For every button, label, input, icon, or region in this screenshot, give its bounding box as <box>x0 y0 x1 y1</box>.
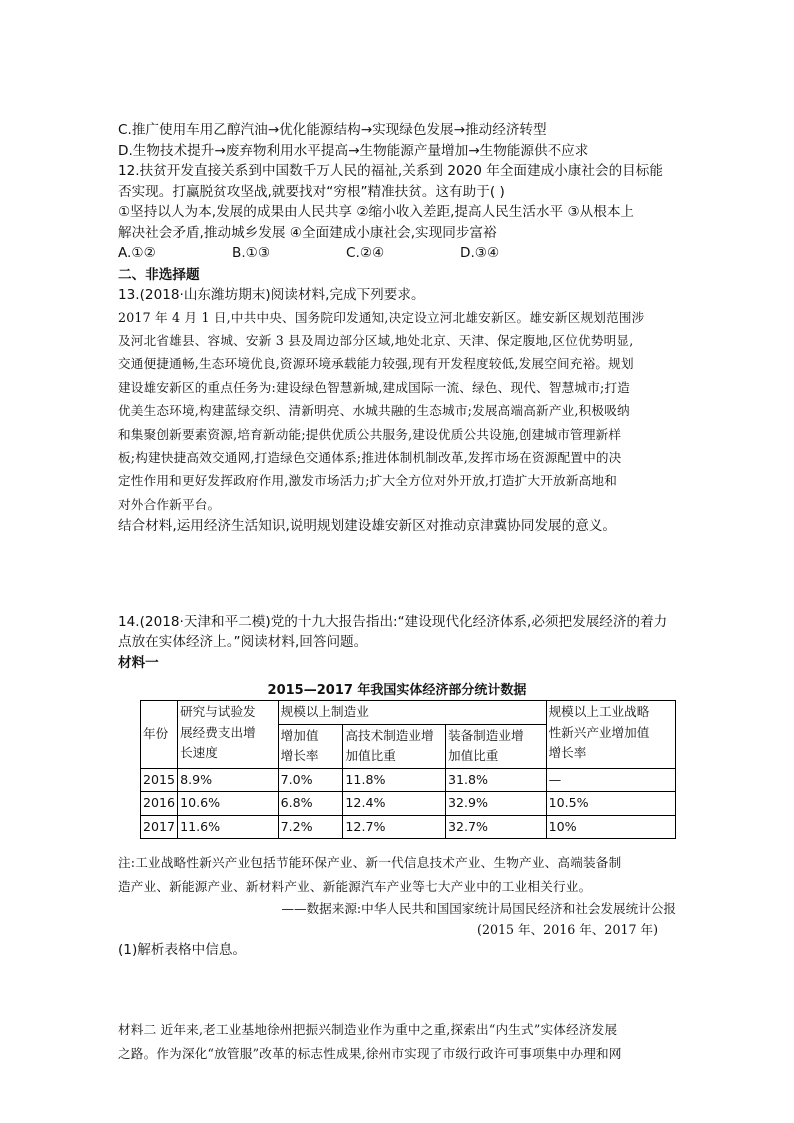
q14-sub-1: (1)解析表格中信息。 <box>118 941 247 958</box>
table-row: 2016 10.6% 6.8% 12.4% 32.9% 10.5% <box>141 792 676 816</box>
q12-line-1: 12.扶贫开发直接关系到中国数千万人民的福祉,关系到 2020 年全面建成小康社会的目标能 <box>118 163 663 179</box>
q12-line-2: 否实现。打赢脱贫攻坚战,就要找对“穷根”精准扶贫。这有助于( ) <box>118 183 505 200</box>
q13-material-5: 优美生态环境,构建蓝绿交织、清新明亮、水城共融的生态城市;发展高端高新产业,积极吸纳 <box>118 403 630 419</box>
q13-intro: 13.(2018·山东潍坊期末)阅读材料,完成下列要求。 <box>118 287 425 303</box>
choice-c: C.②④ <box>346 245 385 261</box>
material-2-line-1: 材料二 近年来,老工业基地徐州把振兴制造业作为重中之重,探索出“内生式”实体经济发展 <box>118 1022 618 1038</box>
header-equipment: 装备制造业增 加值比重 <box>445 724 546 768</box>
option-c-prev: C.推广使用车用乙醇汽油→优化能源结构→实现绿色发展→推动经济转型 <box>118 122 547 138</box>
material-1-label: 材料一 <box>118 654 159 671</box>
q13-material-6: 和集聚创新要素资源,培育新动能;提供优质公共服务,建设优质公共设施,创建城市管理新样 <box>118 426 622 442</box>
section-title: 二、非选择题 <box>118 266 200 283</box>
header-added-value: 增加值 增长率 <box>278 724 343 768</box>
q12-choices <box>118 243 676 264</box>
q13-material-2: 及河北省雄县、容城、安新 3 县及周边部分区域,地处北京、天津、保定腹地,区位优势明显, <box>118 332 634 348</box>
table-title: 2015—2017 年我国实体经济部分统计数据 <box>267 683 527 699</box>
q14-intro-1: 14.(2018·天津和平二模)党的十九大报告指出:“建设现代化经济体系,必须把发展经济的着力 <box>118 613 668 630</box>
q13-question: 结合材料,运用经济生活知识,说明规划建设雄安新区对推动京津冀协同发展的意义。 <box>118 518 617 535</box>
q13-material-3: 交通便捷通畅,生态环境优良,资源环境承载能力较强,现有开发程度较低,发展空间充裕。规划 <box>118 356 634 372</box>
table-note-2: 造产业、新能源产业、新材料产业、新能源汽车产业等七大产业中的工业相关行业。 <box>118 878 592 894</box>
material-2-line-2: 之路。作为深化“放管服”改革的标志性成果,徐州市实现了市级行政许可事项集中办理和网 <box>118 1045 622 1061</box>
data-source-years: (2015 年、2016 年、2017 年) <box>477 921 658 937</box>
table-row: 2017 11.6% 7.2% 12.7% 32.7% 10% <box>141 815 676 839</box>
choice-b: B.①③ <box>232 245 271 261</box>
header-hitech: 高技术制造业增 加值比重 <box>343 724 446 768</box>
q14-intro-2: 点放在实体经济上。”阅读材料,回答问题。 <box>118 634 368 651</box>
q13-material-7: 板;构建快捷高效交通网,打造绿色交通体系;推进体制机制改革,发挥市场在资源配置中的决 <box>118 449 622 465</box>
stats-table <box>140 700 676 839</box>
data-source: ——数据来源:中华人民共和国国家统计局国民经济和社会发展统计公报 <box>281 900 676 916</box>
document-page <box>118 120 676 1065</box>
q12-line-3: ①坚持以人为本,发展的成果由人民共享 ②缩小收入差距,提高人民生活水平 ③从根本上 <box>118 204 635 220</box>
table-note-1: 注:工业战略性新兴产业包括节能环保产业、新一代信息技术产业、生物产业、高端装备制 <box>118 855 622 871</box>
q13-material-1: 2017 年 4 月 1 日,中共中央、国务院印发通知,决定设立河北雄安新区。雄安新区规划范围涉 <box>118 309 645 325</box>
table-row: 2015 8.9% 7.0% 11.8% 31.8% — <box>141 768 676 792</box>
q13-material-4: 建设雄安新区的重点任务为:建设绿色智慧新城,建成国际一流、绿色、现代、智慧城市;打造 <box>118 379 631 395</box>
choice-d: D.③④ <box>460 245 500 261</box>
q13-material-9: 对外合作新平台。 <box>118 496 221 512</box>
header-rd: 研究与试验发 展经费支出增 长速度 <box>178 701 279 769</box>
choice-a: A.①② <box>118 245 156 261</box>
header-year: 年份 <box>141 701 178 769</box>
option-d-prev: D.生物技术提升→废弃物利用水平提高→生物能源产量增加→生物能源供不应求 <box>118 142 589 159</box>
header-group-manufacturing: 规模以上制造业 <box>278 701 546 725</box>
header-strategic: 规模以上工业战略 性新兴产业增加值 增长率 <box>546 701 675 769</box>
q12-line-4: 解决社会矛盾,推动城乡发展 ④全面建成小康社会,实现同步富裕 <box>118 224 497 241</box>
q13-material-8: 定性作用和更好发挥政府作用,激发市场活力;扩大全方位对外开放,打造扩大开放新高地和 <box>118 473 618 489</box>
